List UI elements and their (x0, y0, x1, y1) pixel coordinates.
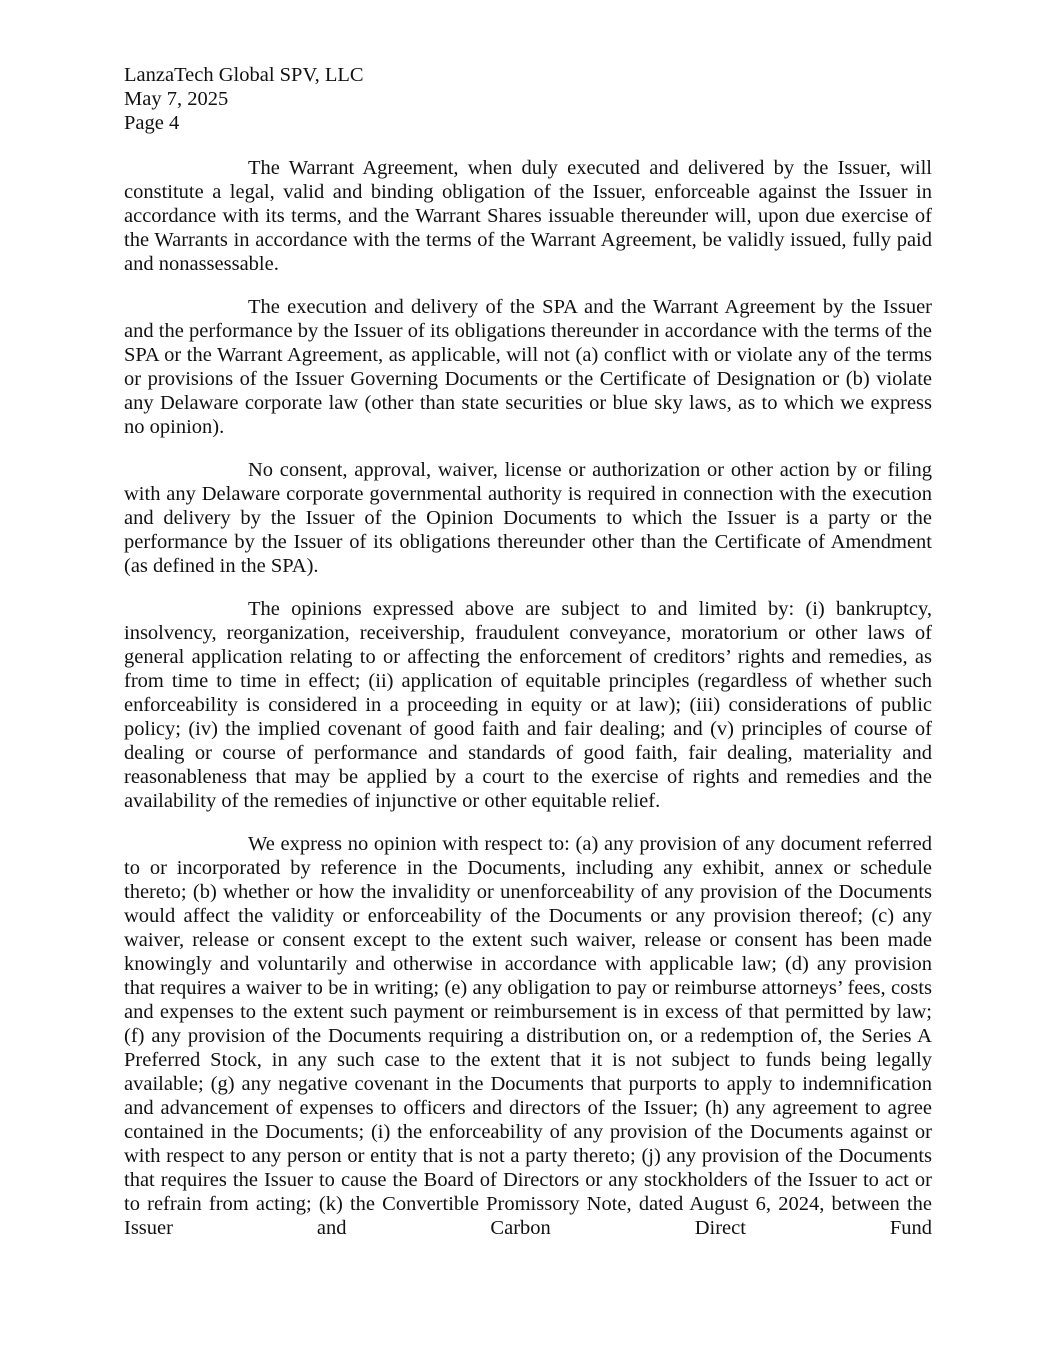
header-date: May 7, 2025 (124, 88, 229, 110)
header-page-number: Page 4 (124, 112, 180, 134)
header-company: LanzaTech Global SPV, LLC (124, 64, 364, 86)
letter-body (124, 156, 932, 1240)
paragraph-limitations: The opinions expressed above are subject to and limited by: (i) bankruptcy, insolvency, reorganization, receivership, fraudulent conveyance, moratorium or other laws of general application relating to or affecting the enforcement of creditors’ rights and remedies, as from time to time in effect; (ii) application of equitable principles (regardless of whether such enforceability is considered in a proceeding in equity or at law); (iii) considerations of public policy; (iv) the implied covenant of good faith and fair dealing; and (v) principles of course of dealing or course of performance and standards of good faith, fair dealing, materiality and reasonableness that may be applied by a court to the exercise of rights and remedies and the availability of the remedies of injunctive or other equitable relief. (124, 598, 932, 812)
paragraph-execution-delivery: The execution and delivery of the SPA and the Warrant Agreement by the Issuer and the performance by the Issuer of its obligations thereunder in accordance with the terms of the SPA or the Warrant Agreement, as applicable, will not (a) conflict with or violate any of the terms or provisions of the Issuer Governing Documents or the Certificate of Designation or (b) violate any Delaware corporate law (other than state securities or blue sky laws, as to which we express no opinion). (124, 296, 932, 438)
paragraph-no-consent: No consent, approval, waiver, license or authorization or other action by or filing with any Delaware corporate governmental authority is required in connection with the execution and delivery by the Issuer of the Opinion Documents to which the Issuer is a party or the performance by the Issuer of its obligations thereunder other than the Certificate of Amendment (as defined in the SPA). (124, 459, 932, 577)
document-page (124, 63, 932, 1259)
paragraph-warrant-agreement: The Warrant Agreement, when duly executed and delivered by the Issuer, will constitute a legal, valid and binding obligation of the Issuer, enforceable against the Issuer in accordance with its terms, and the Warrant Shares issuable thereunder will, upon due exercise of the Warrants in accordance with the terms of the Warrant Agreement, be validly issued, fully paid and nonassessable. (124, 157, 932, 275)
letter-header (124, 63, 932, 135)
paragraph-no-opinion: We express no opinion with respect to: (a) any provision of any document referred to or incorporated by reference in the Documents, including any exhibit, annex or schedule thereto; (b) whether or how the invalidity or unenforceability of any provision of the Documents would affect the validity or enforceability of the Documents or any provision thereof; (c) any waiver, release or consent except to the extent such waiver, release or consent has been made knowingly and voluntarily and otherwise in accordance with applicable law; (d) any provision that requires a waiver to be in writing; (e) any obligation to pay or reimburse attorneys’ fees, costs and expenses to the extent such payment or reimbursement is in excess of that permitted by law; (f) any provision of the Documents requiring a distribution on, or a redemption of, the Series A Preferred Stock, in any such case to the extent that it is not subject to funds being legally available; (g) any negative covenant in the Documents that purports to apply to indemnification and advancement of expenses to officers and directors of the Issuer; (h) any agreement to agree contained in the Documents; (i) the enforceability of any provision of the Documents against or with respect to any person or entity that is not a party thereto; (j) any provision of the Documents that requires the Issuer to cause the Board of Directors or any stockholders of the Issuer to act or to refrain from acting; (k) the Convertible Promissory Note, dated August 6, 2024, between the Issuer and Carbon Direct Fund (124, 833, 932, 1239)
